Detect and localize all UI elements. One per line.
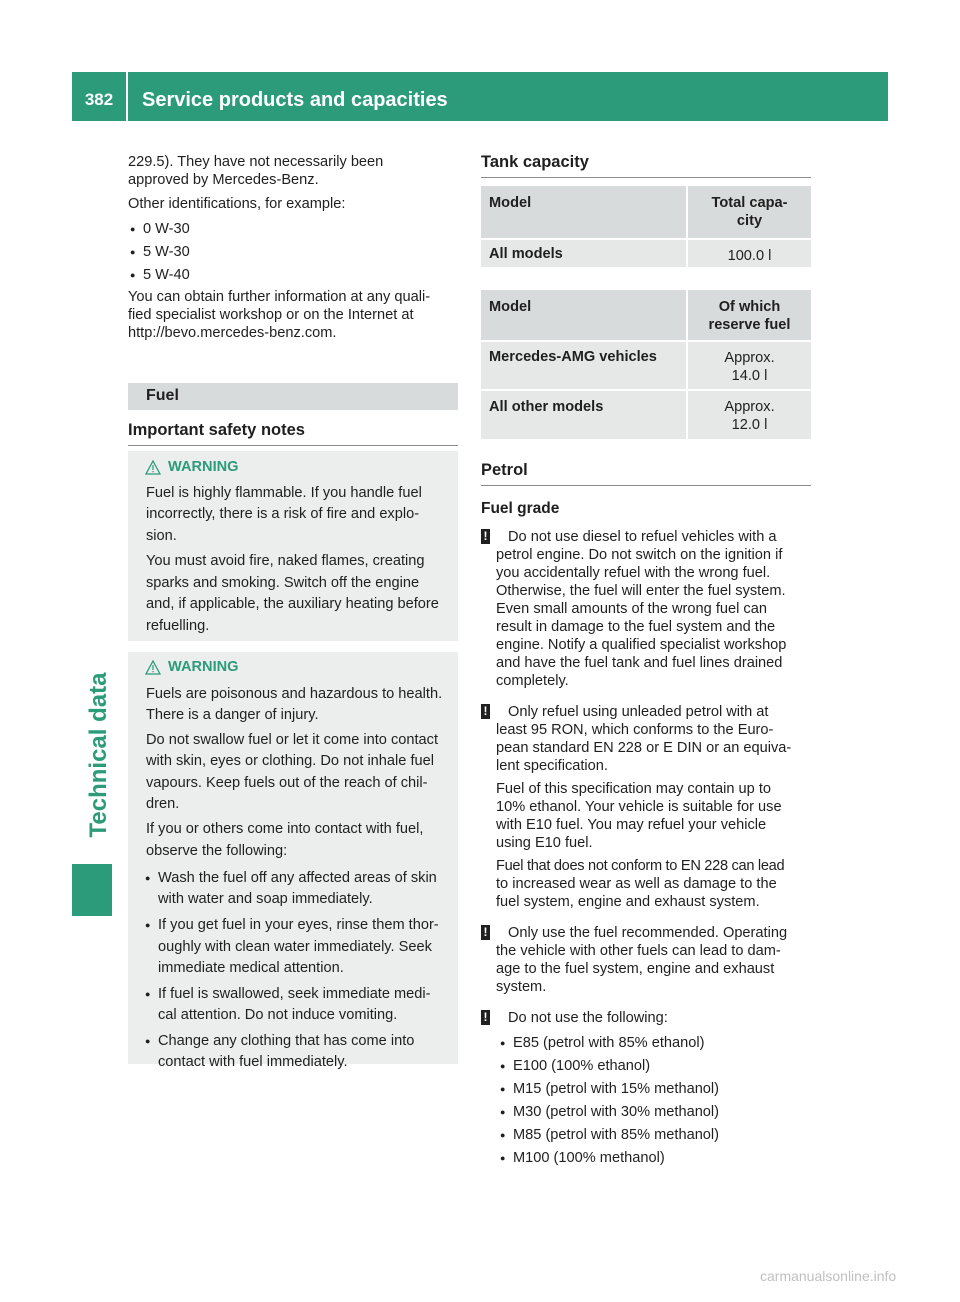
note-line: result in damage to the fuel system and the xyxy=(496,619,776,635)
notice-icon: ! xyxy=(481,704,490,719)
warning-triangle-icon xyxy=(145,660,161,675)
tank-capacity-heading: Tank capacity xyxy=(481,153,589,171)
warning-text-line: You must avoid fire, naked flames, creating xyxy=(146,553,425,569)
note-line: engine. Notify a qualified specialist workshop xyxy=(496,637,787,653)
table-header-cell xyxy=(481,290,686,340)
side-tab-marker xyxy=(72,864,112,916)
note-line: you accidentally refuel with the wrong fuel. xyxy=(496,565,771,581)
table-header-cell xyxy=(688,186,811,238)
note-line: Only use the fuel recommended. Operating xyxy=(508,925,788,941)
warning-text-line: and, if applicable, the auxiliary heating before xyxy=(146,596,439,612)
warning-bullet-cont: with water and soap immediately. xyxy=(158,891,373,907)
list-item: ● M85 (petrol with 85% methanol) xyxy=(513,1126,719,1144)
note-line: with E10 fuel. You may refuel your vehicle xyxy=(496,817,767,833)
note-line: least 95 RON, which conforms to the Euro- xyxy=(496,722,774,738)
warning-text-line: with skin, eyes or clothing. Do not inhale fuel xyxy=(146,753,434,769)
note-line: completely. xyxy=(496,673,569,689)
notice-icon: ! xyxy=(481,529,490,544)
warning-bullet-cont: oughly with clean water immediately. Seek xyxy=(158,939,432,955)
page-number: 382 xyxy=(84,90,114,109)
info-line: http://bevo.mercedes-benz.com. xyxy=(128,325,337,341)
note-line: Fuel of this specification may contain up to xyxy=(496,781,771,797)
fuel-grade-heading: Fuel grade xyxy=(481,500,560,517)
reserve-cell: Approx. xyxy=(724,350,775,366)
note-line: petrol engine. Do not switch on the ignition if xyxy=(496,547,783,563)
column-header-reserve: Of which xyxy=(718,299,781,315)
table-cell xyxy=(688,391,811,439)
heading-rule xyxy=(128,445,458,446)
note-line: Fuel that does not conform to EN 228 can lead xyxy=(496,858,785,874)
safety-notes-heading: Important safety notes xyxy=(128,421,305,439)
note-line: pean standard EN 228 or E DIN or an equiva- xyxy=(496,740,792,756)
reserve-cell-value: 14.0 l xyxy=(731,368,768,384)
column-header-capacity-cont: city xyxy=(736,213,763,229)
note-line: Do not use diesel to refuel vehicles with a xyxy=(508,529,777,545)
note-line: Do not use the following: xyxy=(508,1010,668,1026)
table-header-cell xyxy=(481,186,686,238)
warning-text-line: observe the following: xyxy=(146,843,288,859)
list-item: ● E100 (100% ethanol) xyxy=(513,1057,650,1075)
petrol-heading: Petrol xyxy=(481,461,528,479)
note-line: fuel system, engine and exhaust system. xyxy=(496,894,760,910)
table-cell xyxy=(481,342,686,389)
page-title: Service products and capacities xyxy=(142,89,448,111)
note-line: to increased wear as well as damage to the xyxy=(496,876,777,892)
warning-text-line: sparks and smoking. Switch off the engine xyxy=(146,575,420,591)
table-cell xyxy=(688,240,811,267)
warning-bullet-cont: cal attention. Do not induce vomiting. xyxy=(158,1007,398,1023)
warning-text-line: dren. xyxy=(146,796,180,812)
warning-text-line: Fuel is highly flammable. If you handle fuel xyxy=(146,485,422,501)
notice-icon: ! xyxy=(481,925,490,940)
table-cell xyxy=(481,240,686,267)
warning-bullet-cont: immediate medical attention. xyxy=(158,960,344,976)
model-cell: All other models xyxy=(489,399,604,415)
warning-bullet: ● If you get fuel in your eyes, rinse them thor- xyxy=(158,915,439,936)
warning-text-line: Fuels are poisonous and hazardous to health. xyxy=(146,686,443,702)
warning-triangle-icon xyxy=(145,460,161,475)
section-side-label xyxy=(72,620,126,890)
note-line: Only refuel using unleaded petrol with at xyxy=(508,704,769,720)
note-line: 10% ethanol. Your vehicle is suitable for use xyxy=(496,799,782,815)
list-item: ● M100 (100% methanol) xyxy=(513,1149,665,1167)
warning-label: WARNING xyxy=(168,459,239,475)
side-label-text: Technical data xyxy=(85,672,112,838)
list-item: ● M15 (petrol with 15% methanol) xyxy=(513,1080,719,1098)
warning-bullet: ● Wash the fuel off any affected areas of skin xyxy=(158,868,437,889)
reserve-cell: Approx. xyxy=(724,399,775,415)
list-item: ● M30 (petrol with 30% methanol) xyxy=(513,1103,719,1121)
note-line: system. xyxy=(496,979,547,995)
warning-bullet: ● Change any clothing that has come into xyxy=(158,1031,414,1052)
fuel-section-title: Fuel xyxy=(146,387,179,404)
note-line: the vehicle with other fuels can lead to dam- xyxy=(496,943,781,959)
note-line: lent specification. xyxy=(496,758,608,774)
heading-rule xyxy=(481,177,811,178)
warning-bullet-cont: contact with fuel immediately. xyxy=(158,1054,348,1070)
note-line: using E10 fuel. xyxy=(496,835,593,851)
other-identifications-label: Other identifications, for example: xyxy=(128,196,346,212)
capacity-cell: 100.0 l xyxy=(727,248,772,264)
table-cell xyxy=(688,342,811,389)
warning-text-line: vapours. Keep fuels out of the reach of chil- xyxy=(146,775,428,791)
intro-line: 229.5). They have not necessarily been xyxy=(128,154,384,170)
heading-rule xyxy=(481,485,811,486)
note-line: age to the fuel system, engine and exhaust xyxy=(496,961,775,977)
reserve-cell-value: 12.0 l xyxy=(731,417,768,433)
notice-icon: ! xyxy=(481,1010,490,1025)
column-header-model: Model xyxy=(489,195,532,211)
info-line: fied specialist workshop or on the Internet at xyxy=(128,307,414,323)
header-divider xyxy=(126,72,128,121)
warning-text-line: There is a danger of injury. xyxy=(146,707,319,723)
fuel-section-band xyxy=(128,383,458,410)
intro-line: approved by Mercedes-Benz. xyxy=(128,172,319,188)
list-item: ● E85 (petrol with 85% ethanol) xyxy=(513,1034,704,1052)
model-cell: All models xyxy=(489,246,563,262)
warning-text-line: If you or others come into contact with fuel, xyxy=(146,821,424,837)
list-item: ● 0 W-30 xyxy=(143,220,190,238)
note-line: Even small amounts of the wrong fuel can xyxy=(496,601,767,617)
warning-bullet: ● If fuel is swallowed, seek immediate medi- xyxy=(158,984,431,1005)
list-item: ● 5 W-30 xyxy=(143,243,190,261)
warning-text-line: sion. xyxy=(146,528,177,544)
warning-text-line: Do not swallow fuel or let it come into contact xyxy=(146,732,439,748)
table-header-cell xyxy=(688,290,811,340)
column-header-model: Model xyxy=(489,299,532,315)
warning-text-line: refuelling. xyxy=(146,618,210,634)
note-line: Otherwise, the fuel will enter the fuel system. xyxy=(496,583,786,599)
column-header-reserve-cont: reserve fuel xyxy=(708,317,791,333)
column-header-capacity: Total capa- xyxy=(711,195,788,211)
model-cell: Mercedes-AMG vehicles xyxy=(489,349,657,365)
list-item: ● 5 W-40 xyxy=(143,266,190,284)
footer-watermark: carmanualsonline.info xyxy=(760,1268,897,1284)
info-line: You can obtain further information at any quali- xyxy=(128,289,431,305)
note-line: and have the fuel tank and fuel lines drained xyxy=(496,655,783,671)
warning-label: WARNING xyxy=(168,659,239,675)
table-cell xyxy=(481,391,686,439)
warning-text-line: incorrectly, there is a risk of fire and explo- xyxy=(146,506,420,522)
